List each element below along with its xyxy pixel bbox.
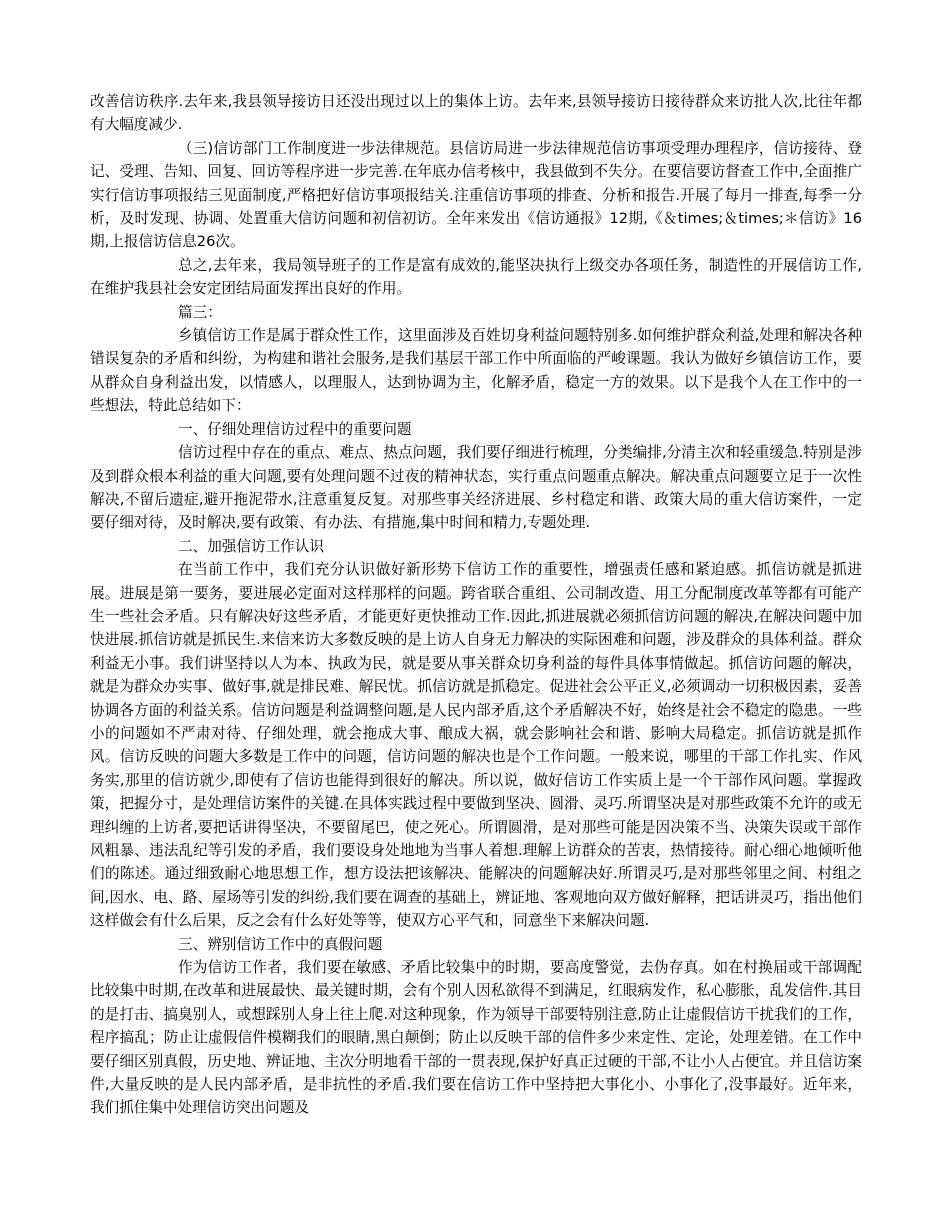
paragraph: 在当前工作中，我们充分认识做好新形势下信访工作的重要性，增强责任感和紧迫感。抓信访就是抓进展。进展是第一要务，要进展必定面对这样那样的问题。跨省联合重组、公司制改造、用工分配制度改革等都有可能产生一些社会矛盾。只有解决好这些矛盾，才能更好更快推动工作.因此,抓进展就必须抓信访问题的解决,在解决问题中加快进展.抓信访就是抓民生.来信来访大多数反映的是上访人自身无力解决的实际困难和问题，涉及群众的具体利益。群众利益无小事。我们讲坚持以人为本、执政为民，就是要从事关群众切身利益的每件具体事情做起。抓信访问题的解决，就是为群众办实事、做好事,就是排民难、解民忧。抓信访就是抓稳定。促进社会公平正义,必须调动一切积极因素，妥善协调各方面的利益关系。信访问题是利益调整问题,是人民内部矛盾,这个矛盾解决不好，始终是社会不稳定的隐患。一些小的问题如不严肃对待、仔细处理，就会拖成大事、酿成大祸，就会影响社会和谐、影响大局稳定。抓信访就是抓作风。信访反映的问题大多数是工作中的问题，信访问题的解决也是个工作问题。一般来说，哪里的干部工作扎实、作风务实,那里的信访就少,即使有了信访也能得到很好的解决。所以说，做好信访工作实质上是一个干部作风问题。掌握政策，把握分寸，是处理信访案件的关键.在具体实践过程中要做到坚决、圆滑、灵巧.所谓坚决是对那些政策不允许的或无理纠缠的上访者,要把话讲得坚决，不要留尾巴，使之死心。所谓圆滑，是对那些可能是因决策不当、决策失误或干部作风粗暴、违法乱纪等引发的矛盾，我们要设身处地地为当事人着想.理解上访群众的苦衷，热情接待。耐心细心地倾听他们的陈述。通过细致耐心地思想工作，想方设法把该解决、能解决的问题解决好.所谓灵巧,是对那些邻里之间、村组之间,因水、电、路、屋场等引发的纠纷,我们要在调查的基础上，辨证地、客观地向双方做好解释，把话讲灵巧，指出他们这样做会有什么后果，反之会有什么好处等等，使双方心平气和，同意坐下来解决问题.: [90, 561, 862, 930]
paragraph: 总之,去年来，我局领导班子的工作是富有成效的,能坚决执行上级交办各项任务，制造性的开展信访工作,在维护我县社会安定团结局面发挥出良好的作用。: [90, 256, 862, 298]
paragraph: 信访过程中存在的重点、难点、热点问题，我们要仔细进行梳理，分类编排,分清主次和轻重缓急.特别是涉及到群众根本利益的重大问题,要有处理问题不过夜的精神状态，实行重点问题重点解决。解决重点问题要立足于一次性解决,不留后遗症,避开拖泥带水,注意重复反复。对那些事关经济进展、乡村稳定和谐、政策大局的重大信访案件，一定要仔细对待，及时解决,要有政策、有办法、有措施,集中时间和精力,专题处理.: [90, 444, 862, 532]
paragraph: 改善信访秩序.去年来,我县领导接访日还没出现过以上的集体上访。去年来,县领导接访日接待群众来访批人次,比往年都有大幅度减少.: [90, 93, 862, 134]
paragraph: 篇三：: [178, 303, 222, 321]
paragraph: 三、辨别信访工作中的真假问题: [178, 935, 383, 953]
document-body: [90, 90, 862, 1120]
paragraph: 作为信访工作者，我们要在敏感、矛盾比较集中的时期，要高度警觉，去伪存真。如在村换届或干部调配比较集中时期,在改革和进展最快、最关键时期，会有个别人因私欲得不到满足，红眼病发作，私心膨胀，乱发信件.其目的是打击、搞臭别人，或想踩别人身上往上爬.对这种现象，作为领导干部要特别注意,防止让虚假信访干扰我们的工作，程序搞乱；防止让虚假信件模糊我们的眼睛,黑白颠倒；防止以反映干部的信件多少来定性、定论，处理差错。在工作中要仔细区别真假，历史地、辨证地、主次分明地看干部的一贯表现,保护好真正过硬的干部,不让小人占便宜。并且信访案件,大量反映的是人民内部矛盾，是非抗性的矛盾.我们要在信访工作中坚持把大事化小、小事化了,没事最好。近年来，我们抓住集中处理信访突出问题及: [90, 959, 862, 1117]
paragraph: 一、仔细处理信访过程中的重要问题: [178, 420, 412, 438]
paragraph: 二、加强信访工作认识: [178, 537, 324, 555]
paragraph: （三)信访部门工作制度进一步法律规范。县信访局进一步法律规范信访事项受理办理程序，信访接待、登记、受理、告知、回复、回访等程序进一步完善.在年底办信考核中，我县做到不失分。在要信要访督查工作中,全面推广实行信访事项报结三见面制度,严格把好信访事项报结关.注重信访事项的排查、分析和报告.开展了每月一排查,每季一分析，及时发现、协调、处置重大信访问题和初信初访。全年来发出《信访通报》12期,《＆times;＆times;＊信访》16期,上报信访信息26次。: [90, 139, 862, 251]
paragraph: 乡镇信访工作是属于群众性工作，这里面涉及百姓切身利益问题特别多.如何维护群众利益,处理和解决各种错误复杂的矛盾和纠纷，为构建和谐社会服务,是我们基层干部工作中所面临的严峻课题。我认为做好乡镇信访工作，要从群众自身利益出发，以情感人，以理服人，达到协调为主，化解矛盾，稳定一方的效果。以下是我个人在工作中的一些想法，特此总结如下：: [90, 327, 862, 415]
